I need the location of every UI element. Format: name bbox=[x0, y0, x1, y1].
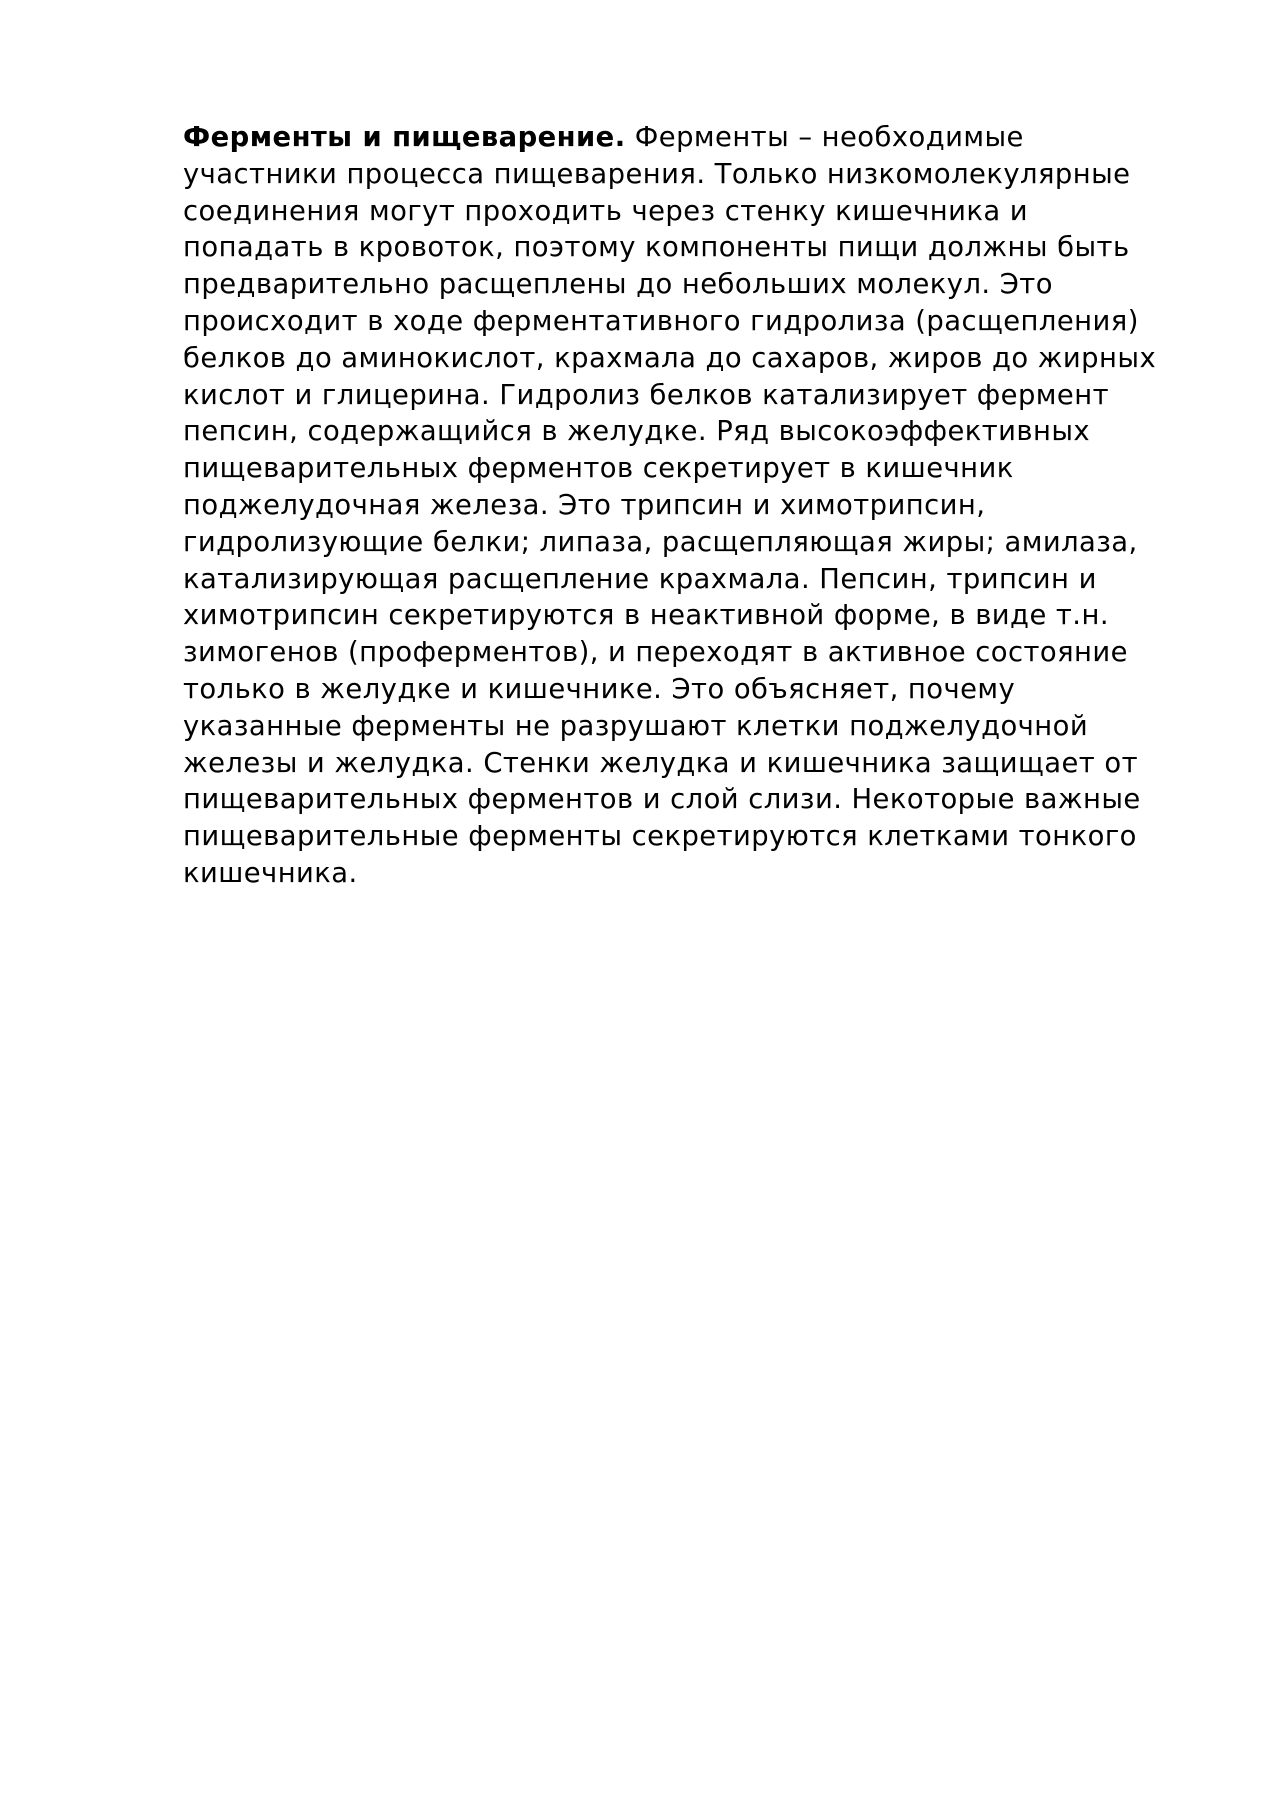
paragraph-line bbox=[183, 120, 1213, 157]
paragraph-line: зимогенов (проферментов), и переходят в активное состояние bbox=[183, 637, 1128, 669]
paragraph-heading: Ферменты и пищеварение. bbox=[183, 122, 626, 153]
paragraph-line: пепсин, содержащийся в желудке. Ряд высокоэффективных bbox=[183, 416, 1091, 448]
paragraph-line: соединения могут проходить через стенку кишечника и bbox=[183, 195, 1029, 227]
body-paragraph bbox=[183, 120, 1213, 893]
line-text: Ферменты – необходимые bbox=[625, 122, 1024, 153]
paragraph-line: пищеварительных ферментов секретирует в кишечник bbox=[183, 453, 1014, 485]
paragraph-line: попадать в кровоток, поэтому компоненты пищи должны быть bbox=[183, 232, 1130, 264]
paragraph-line: указанные ферменты не разрушают клетки поджелудочной bbox=[183, 710, 1089, 742]
paragraph-line: катализирующая расщепление крахмала. Пепсин, трипсин и bbox=[183, 563, 1097, 595]
paragraph-line: гидролизующие белки; липаза, расщепляющая жиры; амилаза, bbox=[183, 526, 1138, 558]
paragraph-line: происходит в ходе ферментативного гидролиза (расщепления) bbox=[183, 305, 1139, 337]
paragraph-line: кислот и глицерина. Гидролиз белков катализирует фермент bbox=[183, 379, 1109, 411]
paragraph-line: предварительно расщеплены до небольших молекул. Это bbox=[183, 269, 1053, 301]
paragraph-line: кишечника. bbox=[183, 857, 358, 889]
paragraph-line: белков до аминокислот, крахмала до сахаров, жиров до жирных bbox=[183, 342, 1157, 374]
paragraph-line: поджелудочная железа. Это трипсин и химотрипсин, bbox=[183, 489, 986, 521]
paragraph-line: только в желудке и кишечнике. Это объясняет, почему bbox=[183, 673, 1016, 705]
paragraph-line: химотрипсин секретируются в неактивной форме, в виде т.н. bbox=[183, 600, 1109, 632]
paragraph-line: пищеварительные ферменты секретируются клетками тонкого bbox=[183, 821, 1137, 853]
paragraph-line: железы и желудка. Стенки желудка и кишечника защищает от bbox=[183, 747, 1138, 779]
paragraph-line: участники процесса пищеварения. Только низкомолекулярные bbox=[183, 158, 1131, 190]
paragraph-line: пищеварительных ферментов и слой слизи. Некоторые важные bbox=[183, 784, 1141, 816]
